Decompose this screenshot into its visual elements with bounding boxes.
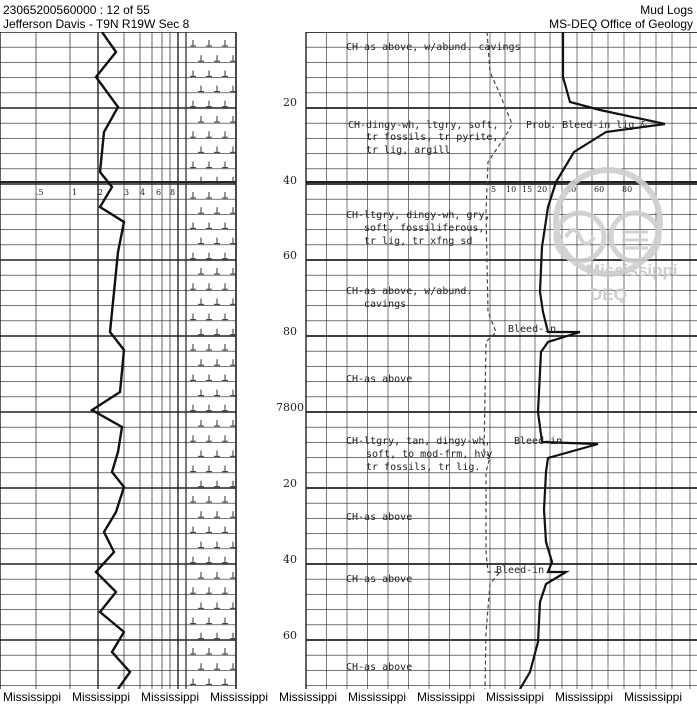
gas-note: Prob. Bleed-in lig & xyxy=(526,120,647,131)
doc-type-label: Mud Logs xyxy=(640,3,693,17)
gas-scale-label: 60 xyxy=(594,185,605,194)
footer-item: Mississippi xyxy=(72,690,131,704)
mud-log-scan xyxy=(0,32,697,689)
lithology-remark: CH-ltgry, tan, dingy-wh, xyxy=(346,436,491,447)
footer-item: Mississippi xyxy=(555,690,614,704)
gas-scale-label: 5 xyxy=(491,185,497,194)
gas-note: Bleed-in xyxy=(508,324,557,335)
gas-scale-label: 15 xyxy=(522,185,533,194)
lithology-remark: tr lig, argill xyxy=(366,145,451,156)
lithology-remark: tr fossils, tr lig. xyxy=(366,462,481,473)
rop-scale-label: 8 xyxy=(170,188,176,197)
rop-scale-label: 6 xyxy=(156,188,162,197)
lithology-remark: CH-as above, w/abund. xyxy=(346,286,473,297)
rop-scale-label: 4 xyxy=(140,188,146,197)
lithology-remark: CH-as above, w/abund. cavings xyxy=(346,42,521,53)
lithology-remark: CH-ltgry, dingy-wh, gry, xyxy=(346,210,491,221)
location-label: Jefferson Davis - T9N R19W Sec 8 xyxy=(3,17,190,31)
lithology-remark: soft, fossiliferous, xyxy=(364,223,485,234)
lithology-remark: tr fossils, tr pyrite, xyxy=(366,132,499,143)
lithology-remark: soft, to mod-frm, hvy xyxy=(366,449,493,460)
watermark-line2: DEQ xyxy=(590,285,627,304)
lithology-remark: cavings xyxy=(364,299,407,310)
gas-scale-label: 10 xyxy=(506,185,517,194)
gas-scale-label: 20 xyxy=(537,185,548,194)
depth-label: 60 xyxy=(283,249,297,262)
lithology-remark: CH-as above xyxy=(346,512,413,523)
footer-item: Mississippi xyxy=(279,690,338,704)
agency-label: MS-DEQ Office of Geology xyxy=(549,17,693,31)
gas-note: Bleed-in xyxy=(496,565,545,576)
depth-label: 20 xyxy=(283,96,297,109)
lithology-remark: CH-dingy-wh, ltgry, soft, xyxy=(348,120,499,131)
footer-item: Mississippi xyxy=(348,690,407,704)
footer-item: Mississippi xyxy=(417,690,476,704)
depth-label: 20 xyxy=(283,477,297,490)
gas-scale-label: 80 xyxy=(622,185,633,194)
footer-item: Mississippi xyxy=(210,690,269,704)
depth-label: 40 xyxy=(283,174,297,187)
watermark-line1: Mississippi xyxy=(586,261,678,280)
well-id-label: 23065200560000 : 12 of 55 xyxy=(3,3,150,17)
gas-scale-label: 40 xyxy=(566,185,577,194)
lithology-remark: CH-as above xyxy=(346,662,413,673)
depth-label: 80 xyxy=(283,325,297,338)
depth-label: 40 xyxy=(283,553,297,566)
lithology-remark: CH-as above xyxy=(346,574,413,585)
lithology-remark: tr lig, tr xfng sd xyxy=(364,236,473,247)
footer-watermark-strip xyxy=(0,689,697,705)
footer-item: Mississippi xyxy=(624,690,683,704)
gas-note: Bleed-in xyxy=(514,436,563,447)
footer-item: Mississippi xyxy=(141,690,200,704)
depth-label: 7800 xyxy=(276,401,304,414)
footer-item: Mississippi xyxy=(486,690,545,704)
rop-scale-label: 1 xyxy=(72,188,78,197)
footer-item: Mississippi xyxy=(3,690,62,704)
depth-label: 60 xyxy=(283,629,297,642)
lithology-remark: CH-as above xyxy=(346,374,413,385)
rop-scale-label: 3 xyxy=(124,188,130,197)
rop-scale-label: 2 xyxy=(98,188,104,197)
rop-scale-label: .5 xyxy=(36,188,44,197)
